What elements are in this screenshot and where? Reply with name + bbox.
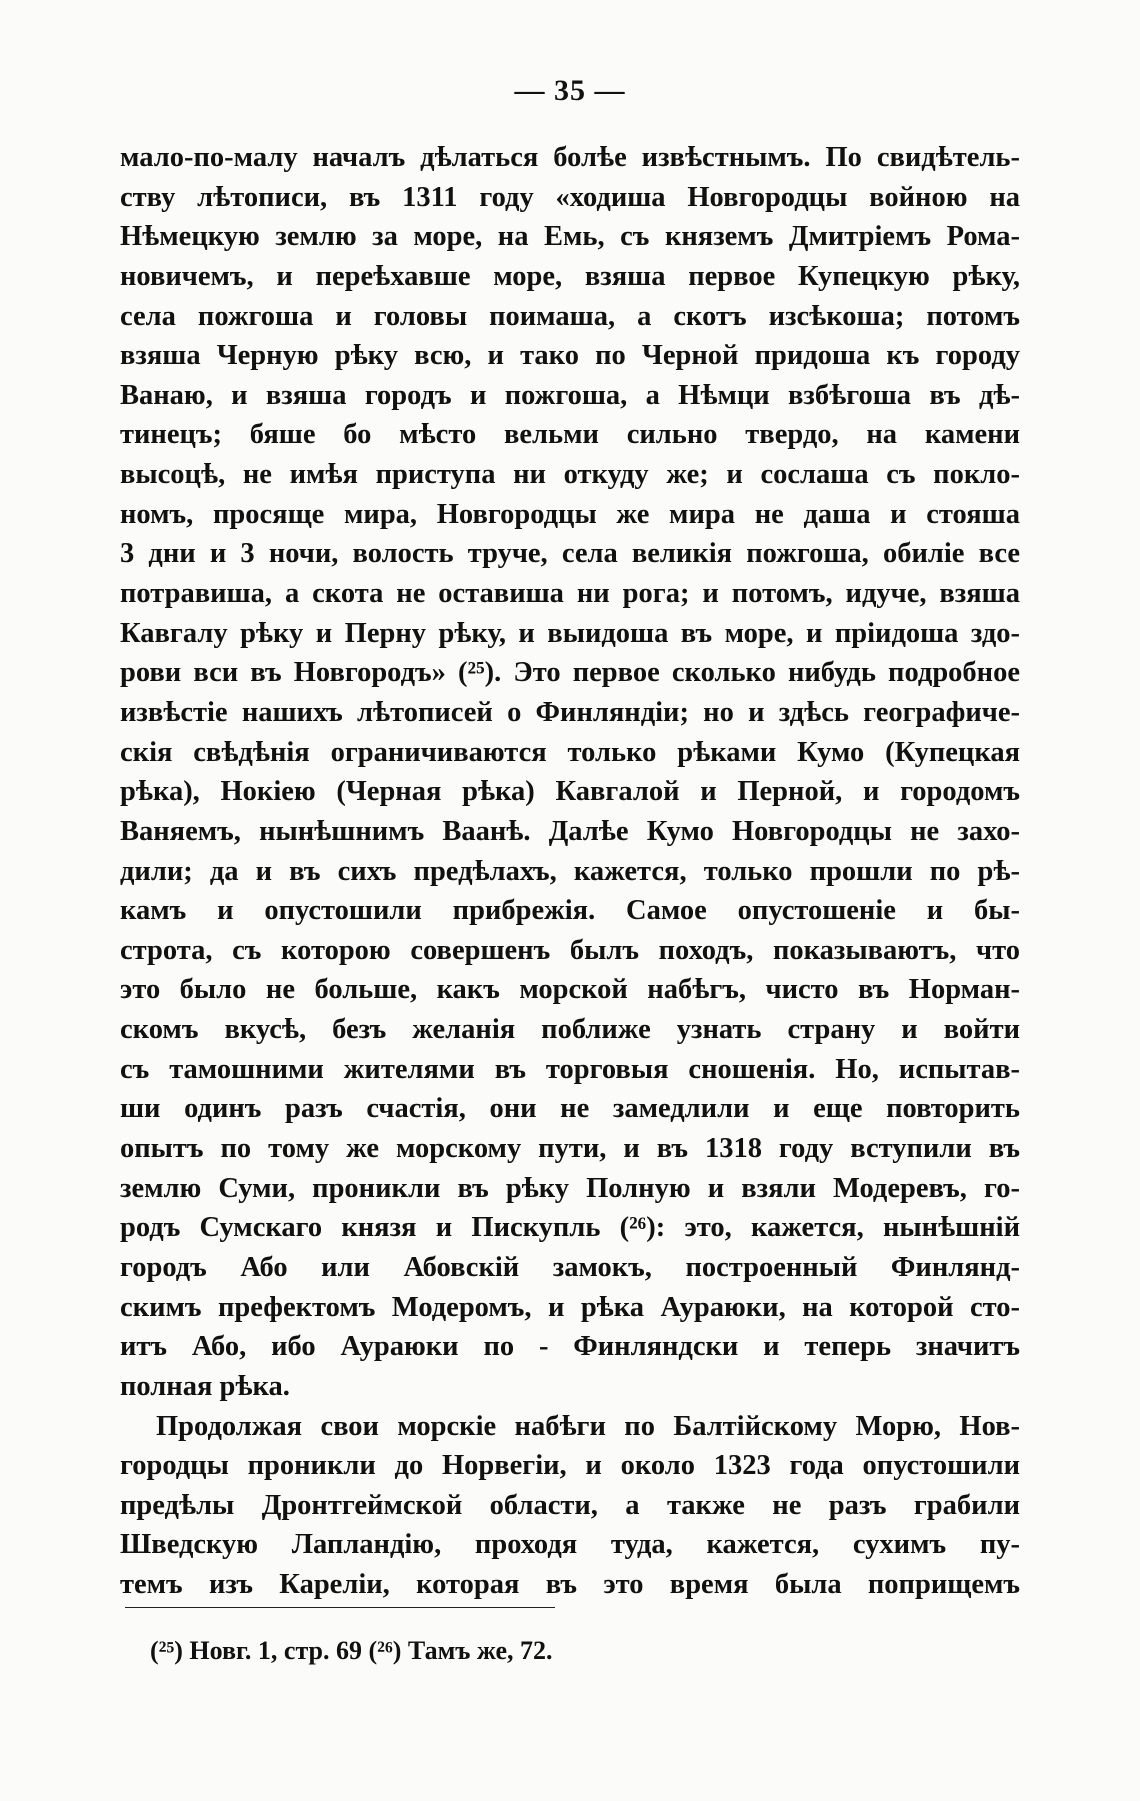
- footnote-divider: [125, 1607, 555, 1608]
- text-line: съ тамошними жителями въ торговыя сношенія. Но, испытав-: [120, 1053, 1020, 1085]
- text-line: городцы проникли до Норвегіи, и около 1323 года опустошили: [120, 1450, 1020, 1482]
- footnote: (²⁵) Новг. 1, стр. 69 (²⁶) Тамъ же, 72.: [150, 1636, 553, 1665]
- text-line: ству лѣтописи, въ 1311 году «ходиша Новгородцы войною на: [120, 181, 1020, 213]
- text-line: родъ Сумскаго князя и Пискупль (²⁶): это, кажется, нынѣшній: [120, 1212, 1020, 1244]
- text-line: высоцѣ, не имѣя приступа ни откуду же; и сослаша съ покло-: [120, 459, 1020, 491]
- text-line: опытъ по тому же морскому пути, и въ 1318 году вступили въ: [120, 1133, 1020, 1165]
- text-line: Кавгалу рѣку и Перну рѣку, и выидоша въ море, и пріидоша здо-: [120, 617, 1020, 649]
- text-line: скомъ вкусѣ, безъ желанія поближе узнать страну и войти: [120, 1014, 1020, 1046]
- text-line: Шведскую Лапландію, проходя туда, кажется, сухимъ пу-: [120, 1529, 1020, 1561]
- text-line: новичемъ, и переѣхавше море, взяша первое Купецкую рѣку,: [120, 260, 1020, 292]
- text-line: тинецъ; бяше бо мѣсто вельми сильно твердо, на камени: [120, 419, 1020, 451]
- text-line: взяша Черную рѣку всю, и тако по Черной придоша къ городу: [120, 340, 1020, 372]
- paragraph-start-line: Продолжая свои морскіе набѣги по Балтійскому Морю, Нов-: [156, 1410, 1020, 1442]
- text-line: темъ изъ Кареліи, которая въ это время была поприщемъ: [120, 1569, 1020, 1601]
- text-line: итъ Або, ибо Аураюки по - Финляндски и теперь значитъ: [120, 1331, 1020, 1363]
- page-number: — 35 —: [514, 74, 626, 107]
- text-line: землю Суми, проникли въ рѣку Полную и взяли Модеревъ, го-: [120, 1172, 1020, 1204]
- text-line: потравиша, а скота не оставиша ни рога; и потомъ, идуче, взяша: [120, 578, 1020, 610]
- text-line: Нѣмецкую землю за море, на Емь, съ княземъ Дмитріемъ Рома-: [120, 221, 1020, 253]
- text-line: рѣка), Нокіею (Черная рѣка) Кавгалой и Перной, и городомъ: [120, 776, 1020, 808]
- text-line: рови вси въ Новгородъ» (²⁵). Это первое сколько нибудь подробное: [120, 657, 1020, 689]
- text-line: скія свѣдѣнія ограничиваются только рѣками Кумо (Купецкая: [120, 736, 1020, 768]
- text-line: строта, съ которою совершенъ былъ походъ, показываютъ, что: [120, 934, 1020, 966]
- text-line: полная рѣка.: [120, 1370, 290, 1402]
- text-line: извѣстіе нашихъ лѣтописей о Финляндіи; но и здѣсь географиче-: [120, 696, 1020, 728]
- body-text: [120, 138, 1020, 1605]
- text-line: предѣлы Дронтгеймской области, а также не разъ грабили: [120, 1489, 1020, 1521]
- text-line: дили; да и въ сихъ предѣлахъ, кажется, только прошли по рѣ-: [120, 855, 1020, 887]
- text-line: Ваняемъ, нынѣшнимъ Ваанѣ. Далѣе Кумо Новгородцы не захо-: [120, 815, 1020, 847]
- text-line: Ванаю, и взяша городъ и пожгоша, а Нѣмци взбѣгоша въ дѣ-: [120, 379, 1020, 411]
- text-line: номъ, просяще мира, Новгородцы же мира не даша и стояша: [120, 498, 1020, 530]
- text-line: мало-по-малу началъ дѣлаться болѣе извѣстнымъ. По свидѣтель-: [120, 142, 1020, 173]
- text-line: 3 дни и 3 ночи, волость труче, села великія пожгоша, обиліе все: [120, 538, 1020, 570]
- text-line: это было не больше, какъ морской набѣгъ, чисто въ Норман-: [120, 974, 1020, 1006]
- text-line: камъ и опустошили прибрежія. Самое опустошеніе и бы-: [120, 895, 1020, 927]
- text-line: городъ Або или Абовскій замокъ, построенный Финлянд-: [120, 1251, 1020, 1283]
- text-line: ши одинъ разъ счастія, они не замедлили и еще повторить: [120, 1093, 1020, 1125]
- text-line: скимъ префектомъ Модеромъ, и рѣка Аураюки, на которой сто-: [120, 1291, 1020, 1323]
- text-line: села пожгоша и головы поимаша, а скотъ изсѣкоша; потомъ: [120, 300, 1020, 332]
